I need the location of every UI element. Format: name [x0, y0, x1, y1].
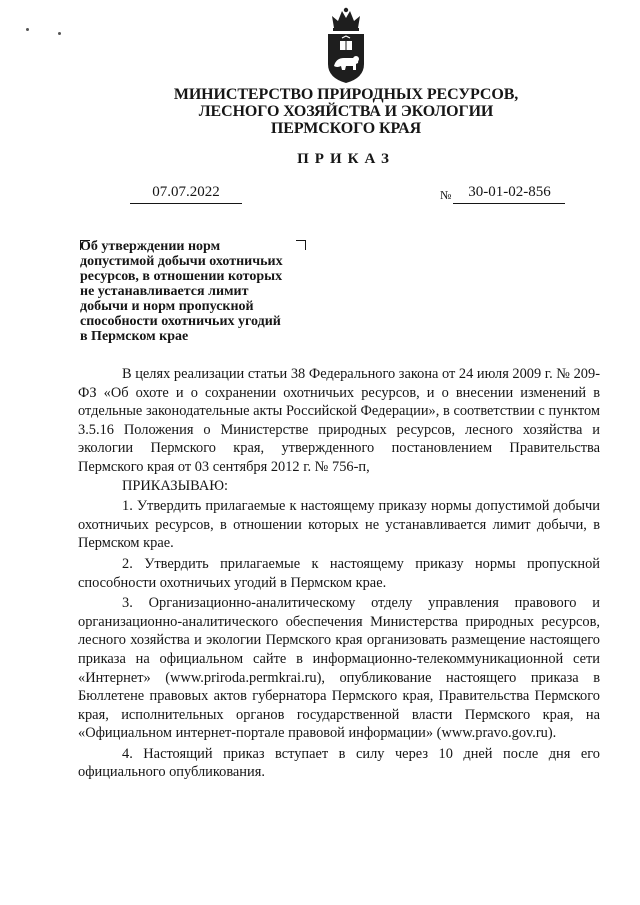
- subject-line: допустимой добычи охотничьих: [80, 254, 283, 269]
- scan-speck: [58, 32, 61, 35]
- scan-speck: [26, 28, 29, 31]
- ministry-name-line: МИНИСТЕРСТВО ПРИРОДНЫХ РЕСУРСОВ,: [173, 86, 519, 103]
- order-item: 2. Утвердить прилагаемые к настоящему приказу нормы пропускной способности охотничьих угодий в Пермском крае.: [78, 555, 600, 591]
- subject-line: способности охотничьих угодий: [80, 314, 281, 329]
- document-subject: [80, 239, 283, 344]
- ministry-name-line: ЛЕСНОГО ХОЗЯЙСТВА И ЭКОЛОГИИ: [198, 103, 494, 120]
- order-item: 3. Организационно-аналитическому отделу управления правового и организационно-аналитического обеспечения Министерства природных ресурсов, лесного хозяйства и экологии Пермского края организовать размещение настоящего приказа на официальном сайте в информационно-телекоммуникационной сети «Интернет» (www.priroda.permkrai.ru), опубликование настоящего приказа в Бюллетене правовых актов губернатора Пермского края, Правительства Пермского края, исполнительных органов государственной власти Пермского края, на «Официальном интернет-портале правовой информации» (www.pravo.gov.ru).: [78, 595, 600, 742]
- document-number: 30-01-02-856: [453, 183, 565, 204]
- subject-line: не устанавливается лимит: [80, 284, 249, 299]
- preamble-paragraph: В целях реализации статьи 38 Федерального закона от 24 июля 2009 г. № 209-ФЗ «Об охоте и о сохранении охотничьих ресурсов, и о внесении изменений в отдельные законодательные акты Российской Федерации», в соответствии с пунктом 3.5.16 Положения о Министерстве природных ресурсов, лесного хозяйства и экологии Пермского края, утвержденного постановлением Правительства Пермского края от 03 сентября 2012 г. № 756-п,: [78, 366, 600, 475]
- order-item: 4. Настоящий приказ вступает в силу через 10 дней после дня его официального опубликования.: [78, 745, 600, 781]
- document-body: [78, 365, 600, 782]
- subject-bracket-right: [296, 240, 306, 250]
- order-item: 1. Утвердить прилагаемые к настоящему приказу нормы допустимой добычи охотничьих ресурсов, в отношении которых не устанавливается лимит добычи, в Пермском крае.: [78, 498, 600, 552]
- document-date: 07.07.2022: [130, 183, 242, 204]
- document-number-field: [440, 183, 565, 204]
- number-sign: №: [440, 188, 452, 202]
- subject-line: Об утверждении норм: [80, 239, 221, 254]
- ministry-name: [160, 86, 532, 137]
- order-word: ПРИКАЗЫВАЮ:: [122, 477, 229, 494]
- subject-line: в Пермском крае: [80, 329, 189, 344]
- subject-line: добычи и норм пропускной: [80, 299, 254, 314]
- ministry-name-line: ПЕРМСКОГО КРАЯ: [270, 120, 422, 137]
- coat-of-arms-icon: [324, 6, 368, 84]
- subject-line: ресурсов, в отношении которых: [80, 269, 283, 284]
- document-type-title: ПРИКАЗ: [297, 151, 395, 167]
